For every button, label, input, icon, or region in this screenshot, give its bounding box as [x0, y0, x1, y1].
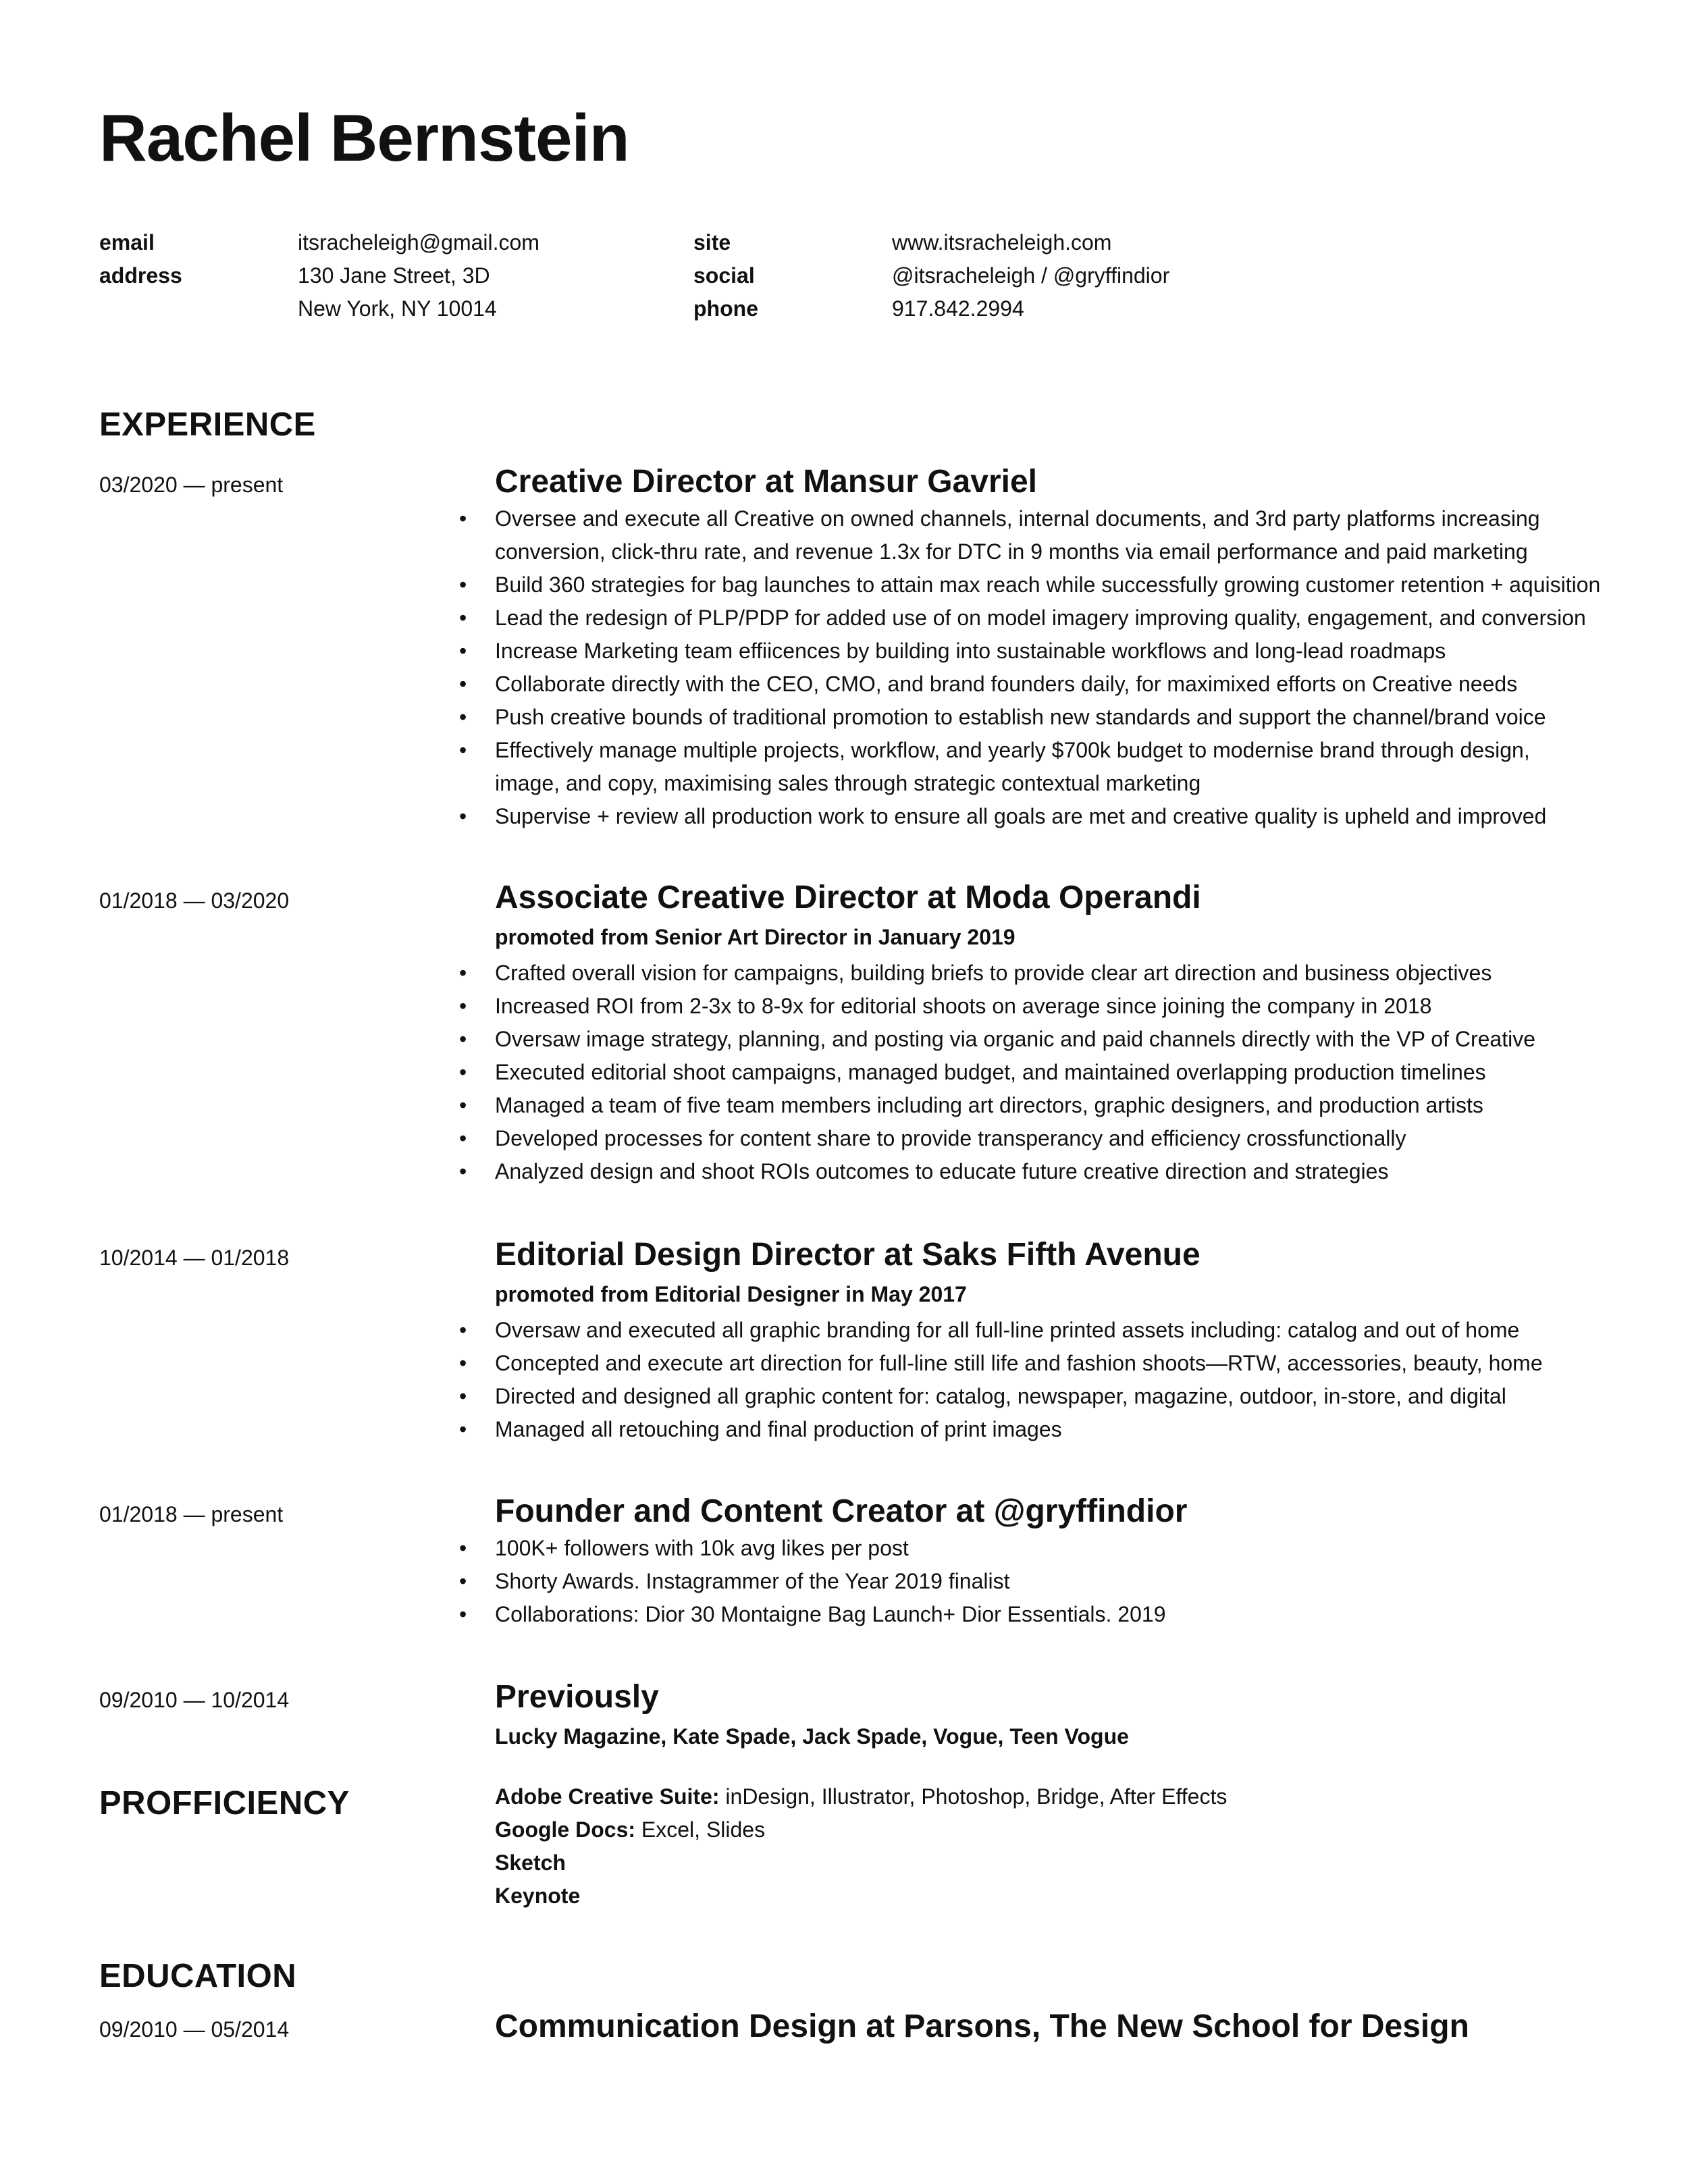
job-date: 01/2018 — 03/2020 — [99, 888, 290, 913]
social-label: social — [693, 263, 755, 288]
experience-heading: EXPERIENCE — [99, 406, 316, 443]
list-item: • Managed all retouching and final production of print images — [459, 1417, 1062, 1441]
list-item: • Concepted and execute art direction for full-line still life and fashion shoots—RTW, accessories, beauty, home — [459, 1351, 1543, 1375]
job-entry — [99, 878, 1618, 1188]
address-label: address — [99, 263, 182, 288]
job-entry — [99, 1235, 1618, 1446]
list-item: • Push creative bounds of traditional promotion to establish new standards and support the channel/brand voice — [459, 705, 1546, 729]
proficiency-list — [495, 1780, 1227, 1913]
job-date: 09/2010 — 10/2014 — [99, 1688, 290, 1712]
job-title: Previously — [495, 1679, 659, 1715]
list-item: • Increased ROI from 2-3x to 8-9x for editorial shoots on average since joining the company in 2018 — [459, 994, 1432, 1018]
list-item: • Analyzed design and shoot ROIs outcomes to educate future creative direction and strategies — [459, 1159, 1389, 1183]
list-item: • Supervise + review all production work to ensure all goals are met and creative quality is upheld and improved — [459, 804, 1547, 828]
list-item: • Oversee and execute all Creative on owned channels, internal documents, and 3rd party platforms increasing — [459, 506, 1540, 531]
contact-right-column — [693, 226, 1169, 325]
phone-value[interactable]: 917.842.2994 — [892, 296, 1024, 321]
list-item: Sketch — [495, 1850, 566, 1875]
social-value[interactable]: @itsracheleigh / @gryffindior — [892, 263, 1170, 288]
list-item: • Shorty Awards. Instagrammer of the Year 2019 finalist — [459, 1569, 1010, 1593]
list-item: • Lead the redesign of PLP/PDP for added use of on model imagery improving quality, engagement, and conversion — [459, 606, 1586, 630]
job-entry — [99, 1491, 1618, 1631]
job-title: Creative Director at Mansur Gavriel — [495, 464, 1037, 500]
job-bullets — [459, 1314, 1618, 1446]
job-subtitle: Lucky Magazine, Kate Spade, Jack Spade, Vogue, Teen Vogue — [495, 1724, 1129, 1749]
email-value[interactable]: itsracheleigh@gmail.com — [298, 230, 539, 255]
job-entry — [99, 462, 1618, 833]
list-item-continued: image, and copy, maximising sales through strategic contextual marketing — [495, 771, 1201, 795]
list-item: • Developed processes for content share to provide transperancy and efficiency crossfunctionally — [459, 1126, 1406, 1150]
job-bullets — [459, 1532, 1618, 1631]
job-bullets — [459, 502, 1618, 833]
address-line1: 130 Jane Street, 3D — [298, 263, 490, 288]
proficiency-heading: PROFFICIENCY — [99, 1785, 350, 1821]
phone-label: phone — [693, 296, 758, 321]
list-item: • 100K+ followers with 10k avg likes per post — [459, 1536, 909, 1560]
job-entry — [99, 1677, 1618, 1756]
education-heading: EDUCATION — [99, 1958, 297, 1994]
job-date: 03/2020 — present — [99, 473, 284, 497]
site-value[interactable]: www.itsracheleigh.com — [892, 230, 1112, 255]
list-item: • Oversaw and executed all graphic branding for all full-line printed assets including: catalog and out of home — [459, 1318, 1520, 1342]
job-date: 10/2014 — 01/2018 — [99, 1246, 290, 1270]
candidate-name: Rachel Bernstein — [99, 101, 629, 175]
list-item: • Executed editorial shoot campaigns, managed budget, and maintained overlapping production timelines — [459, 1060, 1486, 1084]
list-item-continued: conversion, click-thru rate, and revenue 1.3x for DTC in 9 months via email performance and paid marketing — [495, 539, 1528, 564]
list-item: Adobe Creative Suite: inDesign, Illustrator, Photoshop, Bridge, After Effects — [495, 1784, 1228, 1809]
list-item: • Collaborations: Dior 30 Montaigne Bag Launch+ Dior Essentials. 2019 — [459, 1602, 1166, 1626]
job-title: Associate Creative Director at Moda Operandi — [495, 880, 1201, 915]
job-title: Editorial Design Director at Saks Fifth Avenue — [495, 1237, 1201, 1273]
list-item: • Increase Marketing team effiicences by building into sustainable workflows and long-lead roadmaps — [459, 639, 1446, 663]
education-date: 09/2010 — 05/2014 — [99, 2017, 290, 2042]
job-subtitle: promoted from Editorial Designer in May 2017 — [495, 1282, 967, 1306]
education-entry — [99, 2006, 1618, 2047]
contact-left-column — [99, 226, 539, 325]
list-item: Keynote — [495, 1884, 581, 1908]
list-item: • Managed a team of five team members including art directors, graphic designers, and production artists — [459, 1093, 1483, 1117]
list-item: • Effectively manage multiple projects, workflow, and yearly $700k budget to modernise brand through design, — [459, 738, 1530, 762]
list-item: • Crafted overall vision for campaigns, building briefs to provide clear art direction and business objectives — [459, 961, 1492, 985]
list-item: Google Docs: Excel, Slides — [495, 1817, 766, 1842]
list-item: • Directed and designed all graphic content for: catalog, newspaper, magazine, outdoor, in-store, and digital — [459, 1384, 1506, 1408]
job-subtitle: promoted from Senior Art Director in January 2019 — [495, 925, 1016, 949]
list-item: • Oversaw image strategy, planning, and posting via organic and paid channels directly with the VP of Creative — [459, 1027, 1536, 1051]
list-item: • Collaborate directly with the CEO, CMO, and brand founders daily, for maximixed efforts on Creative needs — [459, 672, 1518, 696]
site-label: site — [693, 230, 731, 255]
email-label: email — [99, 230, 155, 255]
job-date: 01/2018 — present — [99, 1502, 284, 1526]
job-bullets — [459, 957, 1618, 1188]
education-title: Communication Design at Parsons, The New School for Design — [495, 2008, 1469, 2044]
list-item: • Build 360 strategies for bag launches to attain max reach while successfully growing customer retention + aquisition — [459, 572, 1601, 597]
address-line2: New York, NY 10014 — [298, 296, 497, 321]
job-title: Founder and Content Creator at @gryffindior — [495, 1493, 1188, 1529]
